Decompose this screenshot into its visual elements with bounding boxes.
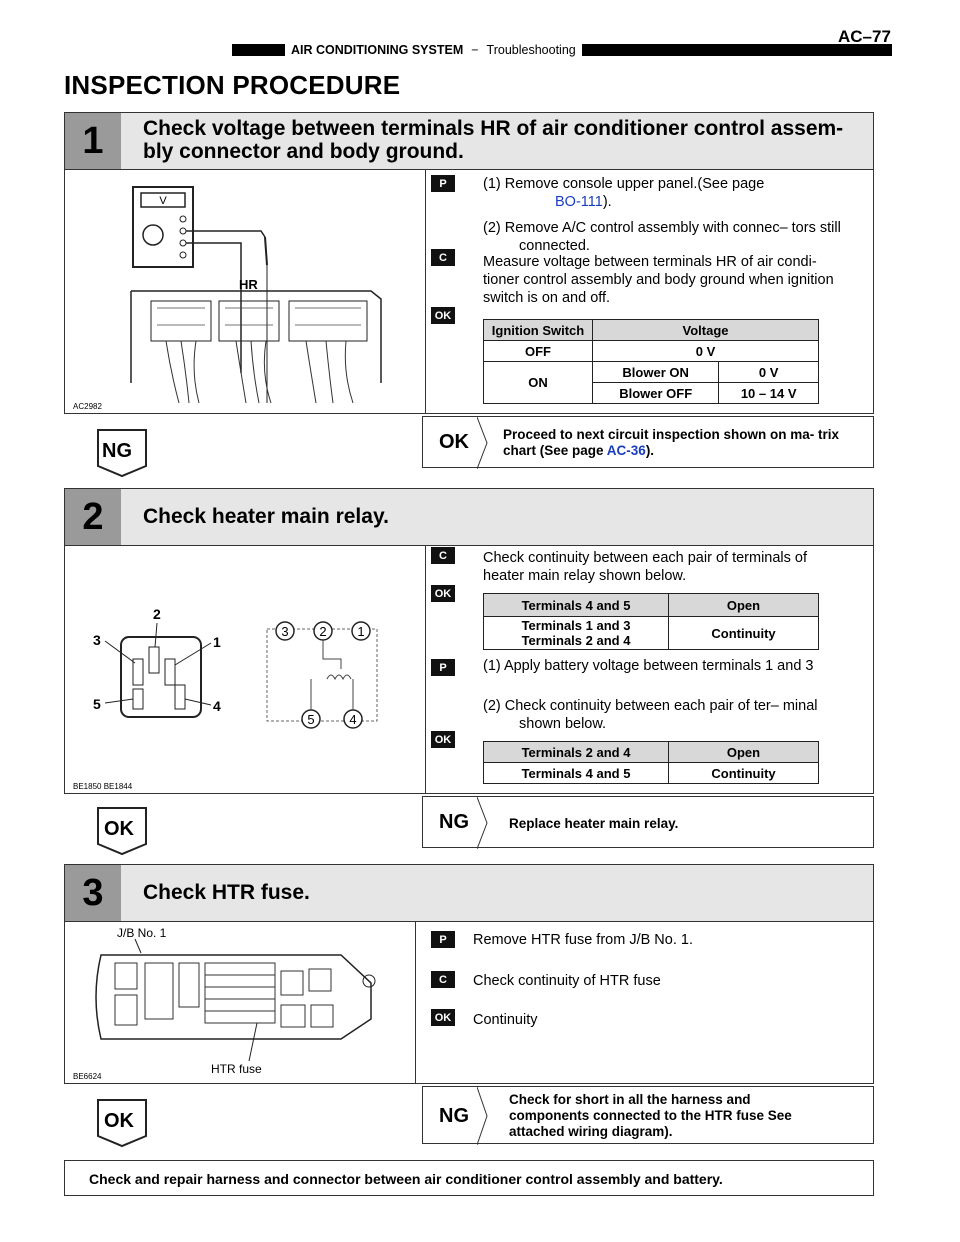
t1-row1-terminals: Terminals 4 and 5 [484,594,669,617]
t2-row2-terminals: Terminals 4 and 5 [484,763,669,784]
link-ac-36[interactable]: AC-36 [606,443,646,458]
step3-title: Check HTR fuse. [143,881,310,904]
step1-title-line2: bly connector and body ground. [143,140,464,163]
step2-number: 2 [65,489,121,545]
header-separator: − [471,43,479,57]
step1-ok-tag: OK [439,431,469,453]
step2-prep1: (1) Apply battery voltage between terminals 1 and 3 [483,658,814,674]
step2-header [65,489,873,546]
step3-ng-result [422,1086,874,1144]
step3-ng-arrow [477,1087,489,1145]
step3-header [65,865,873,922]
pin-1-left: 1 [213,634,221,650]
step1-number: 1 [65,113,121,169]
jb-label: J/B No. 1 [117,926,167,940]
step3-badge-ok: OK [431,1009,455,1026]
link-bo-111[interactable]: BO-111 [555,194,603,210]
t1-row2-result: Continuity [669,617,819,650]
step1-badge-ok: OK [431,307,455,324]
step2-ok-tag: OK [104,818,134,840]
step1-title-line1: Check voltage between terminals HR of air conditioner control assem- [143,117,844,140]
step3-check: Check continuity of HTR fuse [473,973,661,989]
step2-check: Check continuity between each pair of terminals of heater main relay shown below. [483,550,808,584]
cell-off-voltage: 0 V [593,341,819,362]
step3-number: 3 [65,865,121,921]
pin-2-left: 2 [153,606,161,622]
final-box [64,1160,874,1196]
step1-title [143,117,843,163]
cell-blower-on: Blower ON [593,362,719,383]
page-title: INSPECTION PROCEDURE [64,70,401,100]
pin-3-diagram: 3 [281,624,289,639]
step2-ng-tag: NG [439,811,469,833]
cell-blower-on-voltage: 0 V [719,362,819,383]
pin-4-left: 4 [213,698,221,714]
step1-box [64,112,874,414]
step2-ng-note: Replace heater main relay. [509,816,679,831]
header-subsection: Troubleshooting [486,43,576,57]
t2-row1-terminals: Terminals 2 and 4 [484,742,669,763]
final-instruction: Check and repair harness and connector between air conditioner control assembly and battery. [89,1171,723,1187]
step2-badge-ok2: OK [431,731,455,748]
step1-check: Measure voltage between terminals HR of air condi- tioner control assembly and body ground when ignition switch is on and off. [483,254,834,306]
step3-prep: Remove HTR fuse from J/B No. 1. [473,932,693,948]
step1-voltage-table [483,319,819,404]
step2-figure [71,549,421,793]
page-number: AC–77 [838,27,891,46]
pin-2-diagram: 2 [319,624,327,639]
step2-badge-p: P [431,659,455,676]
step1-badge-p: P [431,175,455,192]
step1-badge-c: C [431,249,455,266]
t1-row1-result: Open [669,594,819,617]
step2-title: Check heater main relay. [143,505,389,528]
t2-row1-result: Open [669,742,819,763]
t1-row2-terminals: Terminals 1 and 3 Terminals 2 and 4 [484,617,669,650]
col-ignition-switch: Ignition Switch [484,320,593,341]
header-section [285,43,582,57]
step3-figure-code: BE6624 [73,1072,102,1081]
step1-prep2: (2) Remove A/C control assembly with connec– tors still connected. [483,220,841,254]
step2-box [64,488,874,794]
t2-row2-result: Continuity [669,763,819,784]
step2-divider [425,545,426,793]
step2-badge-c: C [431,547,455,564]
meter-v-label: V [159,195,167,207]
cell-on: ON [484,362,593,404]
hr-terminal-label: HR [239,277,258,292]
cell-off: OFF [484,341,593,362]
step1-divider [425,169,426,413]
step2-ng-arrow [477,797,489,849]
step1-figure-code: AC2982 [73,402,102,411]
step3-figure [71,923,411,1083]
pin-5-diagram: 5 [307,712,315,727]
step3-badge-c: C [431,971,455,988]
step3-box [64,864,874,1084]
step3-ok-tag: OK [104,1110,134,1132]
step3-ok: Continuity [473,1012,538,1028]
step2-table1 [483,593,819,650]
step3-ng-tag: NG [439,1105,469,1127]
htr-fuse-label: HTR fuse [211,1062,262,1076]
pin-1-diagram: 1 [357,624,365,639]
pin-5-left: 5 [93,696,101,712]
step1-prep1: (1) Remove console upper panel.(See page BO-111). [483,176,765,210]
step1-ok-note: Proceed to next circuit inspection shown on ma- trix chart (See page AC-36). [503,427,840,458]
cell-blower-off-voltage: 10 – 14 V [719,383,819,404]
step2-figure-code: BE1850 BE1844 [73,782,133,791]
pin-3-left: 3 [93,632,101,648]
cell-blower-off: Blower OFF [593,383,719,404]
step1-ok-arrow [477,417,489,469]
step2-table2 [483,741,819,784]
step1-figure [71,173,421,413]
pin-4-diagram: 4 [349,712,357,727]
step2-ng-result [422,796,874,848]
step2-badge-ok1: OK [431,585,455,602]
step3-badge-p: P [431,931,455,948]
step3-ng-note: Check for short in all the harness and components connected to the HTR fuse See attached wiring diagram). [509,1092,792,1139]
step1-ok-result [422,416,874,468]
step2-prep2: (2) Check continuity between each pair of ter– minal shown below. [483,698,818,732]
step1-ng-tag: NG [102,440,132,462]
header-section-text: AIR CONDITIONING SYSTEM [291,43,464,57]
step1-header [65,113,873,170]
col-voltage: Voltage [593,320,819,341]
step3-divider [415,921,416,1083]
